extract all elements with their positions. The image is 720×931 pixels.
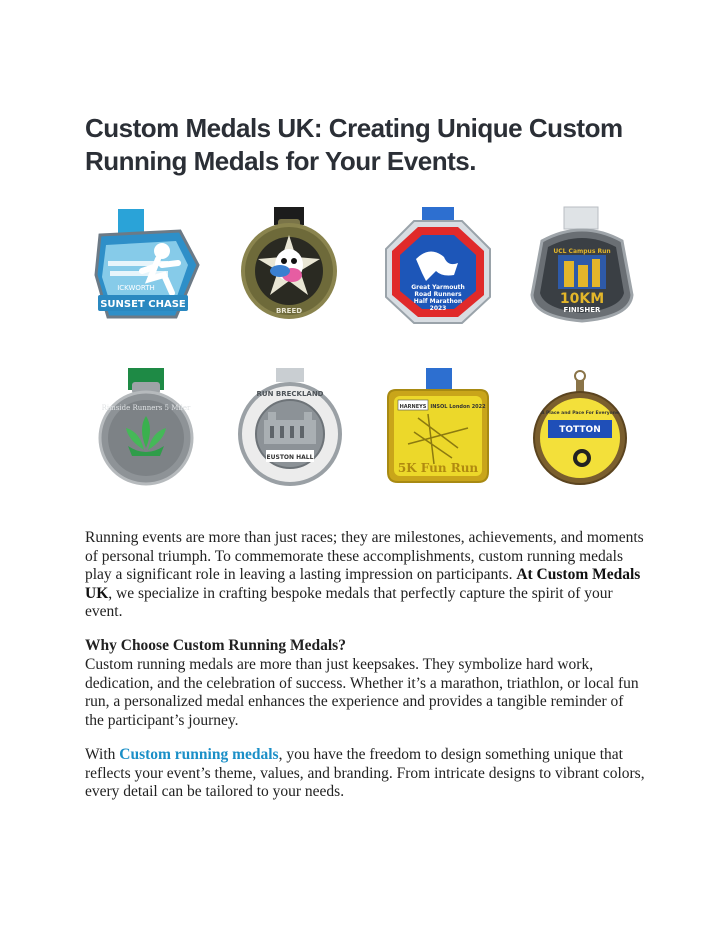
intro-text-end: , we specialize in crafting bespoke medals that perfectly capture the spirit of your event. (85, 584, 613, 620)
cow-medal-icon (230, 205, 350, 325)
with-text: With (85, 746, 120, 763)
medal-text: Road Runners (414, 291, 462, 298)
with-paragraph (85, 746, 645, 802)
page-title: Custom Medals UK: Creating Unique Custom Running Medals for Your Events. (85, 113, 623, 176)
medal-text: HARNEYS (399, 404, 427, 410)
intro-paragraph (85, 529, 645, 622)
sunset-chase-medal-icon (88, 205, 208, 325)
custom-running-medals-link[interactable]: Custom running medals (119, 746, 279, 763)
medal-ribbon (426, 368, 452, 392)
medal-text: TOTTON (559, 425, 601, 435)
5k-fun-run-medal-icon (378, 368, 498, 488)
rimside-runners-medal-icon (88, 368, 208, 488)
medal-ribbon (564, 207, 598, 229)
medal-ribbon (118, 209, 144, 235)
medal-text: EUSTON HALL (266, 454, 314, 461)
intro-text: Running events are more than just races; they are milestones, achievements, and moments of personal triumph. To commemorate these accomplishments, custom running medals play a significant role in leaving a lasting impression on participants. (85, 529, 644, 583)
medal-text: BREED (275, 307, 303, 315)
medal-text: RUN BRECKLAND (256, 390, 324, 398)
medal-text: Half Marathon (413, 298, 463, 305)
totton-medal-icon (522, 368, 642, 488)
medal-text: Great Yarmouth (411, 284, 465, 291)
campus-run-medal-icon (522, 205, 642, 325)
medal-text: FINISHER (563, 306, 601, 314)
section-heading: Why Choose Custom Running Medals? (85, 637, 346, 654)
run-breckland-medal-icon (230, 368, 350, 488)
medal-text: A Place and Pace For Everyone (540, 411, 620, 416)
why-paragraph: Custom running medals are more than just keepsakes. They symbolize hard work, dedication, and the celebration of success. Whether it’s a marathon, triathlon, or local fun run, a personalized medal enhances the experience and provides a tangible reminder of the participant’s journey. (85, 656, 639, 729)
medal-text: SUNSET CHASE (100, 299, 186, 310)
medal-text: INSOL London 2022 (430, 404, 486, 410)
intro-bold-text: At Custom Medals UK (85, 566, 641, 602)
medal-ribbon (276, 368, 304, 382)
great-yarmouth-medal-icon (378, 205, 498, 325)
medal-text: ICKWORTH (117, 284, 155, 292)
medal-text: 10KM (559, 291, 605, 307)
medal-text: 2023 (429, 305, 447, 312)
medal-text: Rimside Runners 5 Miler (101, 404, 191, 412)
with-text-end: , you have the freedom to design something unique that reflects your event’s theme, values, and branding. From intricate designs to vibrant colors, every detail can be tailored to your needs. (85, 746, 645, 800)
medal-text: 5K Fun Run (397, 461, 479, 475)
medal-text: UCL Campus Run (553, 248, 611, 255)
